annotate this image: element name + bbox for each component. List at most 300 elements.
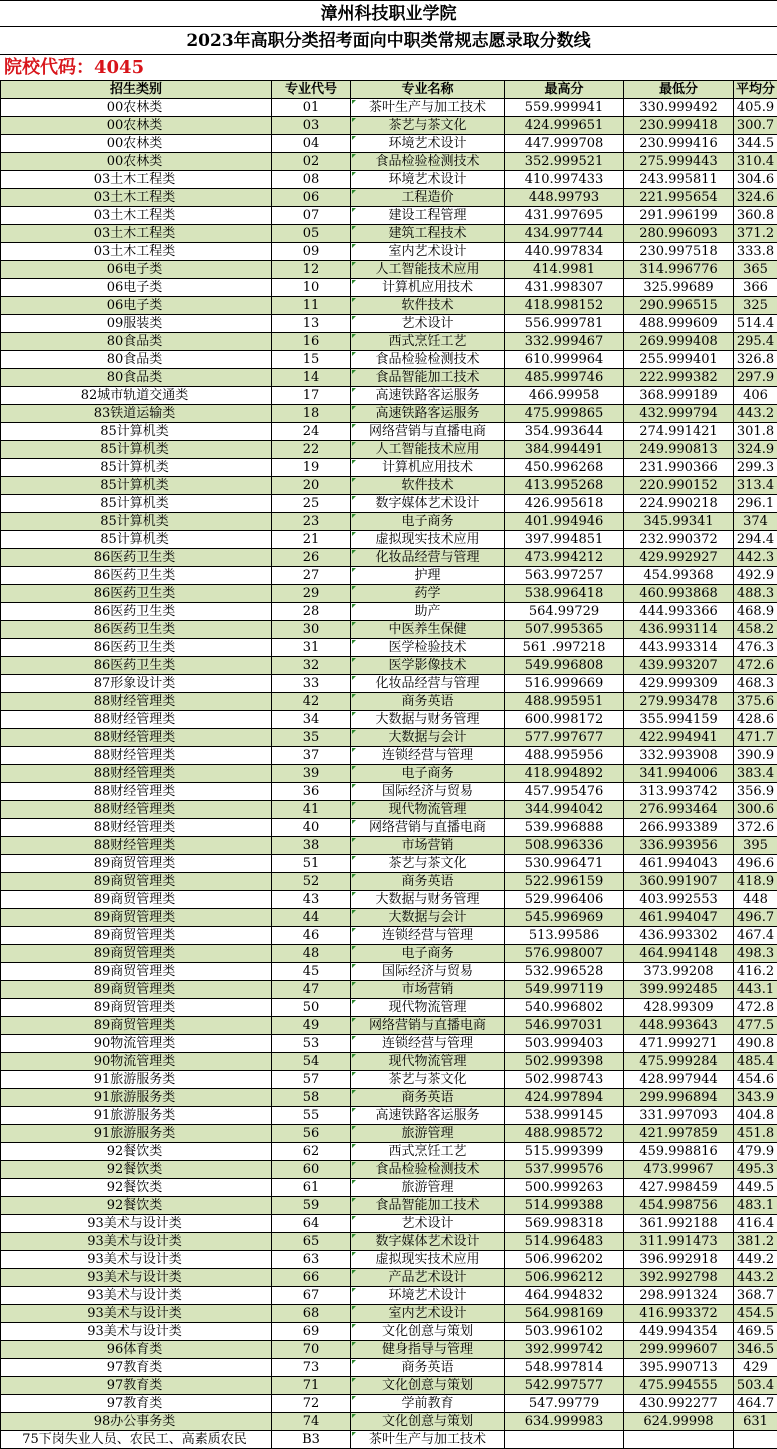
- major-code-cell: 05: [272, 225, 351, 243]
- min-score-cell: 436.993114: [624, 621, 734, 639]
- avg-score-cell: 454.6: [734, 1071, 777, 1089]
- max-score-cell: 522.996159: [505, 873, 624, 891]
- major-code-cell: 67: [272, 1287, 351, 1305]
- min-score-cell: 336.993956: [624, 837, 734, 855]
- table-row: [1, 387, 777, 405]
- min-score-cell: 444.993366: [624, 603, 734, 621]
- max-score-cell: 545.996969: [505, 909, 624, 927]
- table-row: [1, 567, 777, 585]
- col-header-category: 招生类别: [1, 81, 272, 99]
- major-name-cell: 室内艺术设计: [351, 243, 505, 261]
- max-score-cell: 564.99729: [505, 603, 624, 621]
- avg-score-cell: 442.3: [734, 549, 777, 567]
- max-score-cell: 549.997119: [505, 981, 624, 999]
- avg-score-cell: 324.9: [734, 441, 777, 459]
- avg-score-cell: 294.4: [734, 531, 777, 549]
- max-score-cell: 354.993644: [505, 423, 624, 441]
- category-cell: 86医药卫生类: [1, 621, 272, 639]
- max-score-cell: 529.996406: [505, 891, 624, 909]
- max-score-cell: 564.998169: [505, 1305, 624, 1323]
- max-score-cell: 530.996471: [505, 855, 624, 873]
- max-score-cell: 600.998172: [505, 711, 624, 729]
- major-code-cell: 02: [272, 153, 351, 171]
- major-name-cell: 食品检验检测技术: [351, 1161, 505, 1179]
- min-score-cell: 475.994555: [624, 1377, 734, 1395]
- category-cell: 80食品类: [1, 351, 272, 369]
- min-score-cell: 230.999418: [624, 117, 734, 135]
- max-score-cell: 475.999865: [505, 405, 624, 423]
- table-row: [1, 909, 777, 927]
- min-score-cell: 448.993643: [624, 1017, 734, 1035]
- avg-score-cell: 375.6: [734, 693, 777, 711]
- category-cell: 85计算机类: [1, 459, 272, 477]
- major-name-cell: 商务英语: [351, 693, 505, 711]
- table-row: [1, 153, 777, 171]
- max-score-cell: 434.997744: [505, 225, 624, 243]
- major-name-cell: 茶艺与茶文化: [351, 117, 505, 135]
- min-score-cell: 473.99967: [624, 1161, 734, 1179]
- major-code-cell: 07: [272, 207, 351, 225]
- major-code-cell: 20: [272, 477, 351, 495]
- major-code-cell: 63: [272, 1251, 351, 1269]
- max-score-cell: 413.995268: [505, 477, 624, 495]
- avg-score-cell: 485.4: [734, 1053, 777, 1071]
- category-cell: 91旅游服务类: [1, 1107, 272, 1125]
- avg-score-cell: 479.9: [734, 1143, 777, 1161]
- min-score-cell: 221.995654: [624, 189, 734, 207]
- category-cell: 91旅游服务类: [1, 1089, 272, 1107]
- max-score-cell: 332.999467: [505, 333, 624, 351]
- avg-score-cell: 395: [734, 837, 777, 855]
- major-name-cell: 工程造价: [351, 189, 505, 207]
- table-row: [1, 747, 777, 765]
- category-cell: 83铁道运输类: [1, 405, 272, 423]
- max-score-cell: 464.994832: [505, 1287, 624, 1305]
- min-score-cell: 461.994043: [624, 855, 734, 873]
- major-code-cell: 50: [272, 999, 351, 1017]
- min-score-cell: 459.998816: [624, 1143, 734, 1161]
- score-table: [0, 80, 777, 1449]
- min-score-cell: 280.996093: [624, 225, 734, 243]
- major-code-cell: 15: [272, 351, 351, 369]
- table-row: [1, 369, 777, 387]
- major-code-cell: 36: [272, 783, 351, 801]
- category-cell: 97教育类: [1, 1377, 272, 1395]
- category-cell: 93美术与设计类: [1, 1287, 272, 1305]
- major-code-cell: 47: [272, 981, 351, 999]
- max-score-cell: 549.996808: [505, 657, 624, 675]
- category-cell: 87形象设计类: [1, 675, 272, 693]
- max-score-cell: 431.997695: [505, 207, 624, 225]
- max-score-cell: 500.999263: [505, 1179, 624, 1197]
- min-score-cell: 325.99689: [624, 279, 734, 297]
- max-score-cell: 488.995951: [505, 693, 624, 711]
- category-cell: 85计算机类: [1, 513, 272, 531]
- avg-score-cell: 300.6: [734, 801, 777, 819]
- category-cell: 06电子类: [1, 279, 272, 297]
- avg-score-cell: 448: [734, 891, 777, 909]
- major-name-cell: 茶叶生产与加工技术: [351, 1431, 505, 1449]
- col-header-min-score: 最低分: [624, 81, 734, 99]
- table-row: [1, 621, 777, 639]
- major-code-cell: 62: [272, 1143, 351, 1161]
- major-code-cell: 16: [272, 333, 351, 351]
- major-code-cell: 37: [272, 747, 351, 765]
- min-score-cell: 443.993314: [624, 639, 734, 657]
- category-cell: 03土木工程类: [1, 189, 272, 207]
- major-name-cell: 虚拟现实技术应用: [351, 1251, 505, 1269]
- major-code-cell: 57: [272, 1071, 351, 1089]
- category-cell: 86医药卫生类: [1, 585, 272, 603]
- category-cell: 89商贸管理类: [1, 927, 272, 945]
- min-score-cell: 488.999609: [624, 315, 734, 333]
- category-cell: 90物流管理类: [1, 1053, 272, 1071]
- avg-score-cell: 464.7: [734, 1395, 777, 1413]
- table-row: [1, 315, 777, 333]
- avg-score-cell: 390.9: [734, 747, 777, 765]
- min-score-cell: 360.991907: [624, 873, 734, 891]
- table-row: [1, 1323, 777, 1341]
- avg-score-cell: 472.8: [734, 999, 777, 1017]
- major-name-cell: 大数据与财务管理: [351, 891, 505, 909]
- min-score-cell: 429.999309: [624, 675, 734, 693]
- major-code-cell: 58: [272, 1089, 351, 1107]
- table-row: [1, 1431, 777, 1449]
- category-cell: 85计算机类: [1, 477, 272, 495]
- major-code-cell: 12: [272, 261, 351, 279]
- major-name-cell: 艺术设计: [351, 315, 505, 333]
- min-score-cell: [624, 1431, 734, 1449]
- avg-score-cell: 496.6: [734, 855, 777, 873]
- min-score-cell: 274.991421: [624, 423, 734, 441]
- avg-score-cell: 498.3: [734, 945, 777, 963]
- major-name-cell: 现代物流管理: [351, 999, 505, 1017]
- major-name-cell: 连锁经营与管理: [351, 1035, 505, 1053]
- col-header-major-name: 专业名称: [351, 81, 505, 99]
- major-name-cell: 旅游管理: [351, 1125, 505, 1143]
- min-score-cell: 428.99309: [624, 999, 734, 1017]
- category-cell: 92餐饮类: [1, 1179, 272, 1197]
- table-row: [1, 1215, 777, 1233]
- min-score-cell: 230.999416: [624, 135, 734, 153]
- avg-score-cell: 490.8: [734, 1035, 777, 1053]
- major-code-cell: 53: [272, 1035, 351, 1053]
- table-row: [1, 1377, 777, 1395]
- major-name-cell: 高速铁路客运服务: [351, 387, 505, 405]
- major-name-cell: 国际经济与贸易: [351, 783, 505, 801]
- avg-score-cell: 503.4: [734, 1377, 777, 1395]
- min-score-cell: 331.997093: [624, 1107, 734, 1125]
- category-cell: 80食品类: [1, 369, 272, 387]
- major-code-cell: 72: [272, 1395, 351, 1413]
- table-row: [1, 1413, 777, 1431]
- avg-score-cell: 356.9: [734, 783, 777, 801]
- min-score-cell: 275.999443: [624, 153, 734, 171]
- major-code-cell: 13: [272, 315, 351, 333]
- min-score-cell: 249.990813: [624, 441, 734, 459]
- max-score-cell: 426.995618: [505, 495, 624, 513]
- category-cell: 89商贸管理类: [1, 999, 272, 1017]
- min-score-cell: 392.992798: [624, 1269, 734, 1287]
- table-row: [1, 441, 777, 459]
- major-code-cell: 31: [272, 639, 351, 657]
- max-score-cell: 450.996268: [505, 459, 624, 477]
- min-score-cell: 276.993464: [624, 801, 734, 819]
- major-name-cell: 商务英语: [351, 1089, 505, 1107]
- major-code-cell: 32: [272, 657, 351, 675]
- major-name-cell: 网络营销与直播电商: [351, 423, 505, 441]
- category-cell: 03土木工程类: [1, 243, 272, 261]
- school-title: 漳州科技职业学院: [0, 0, 777, 27]
- major-name-cell: 环境艺术设计: [351, 171, 505, 189]
- major-code-cell: 17: [272, 387, 351, 405]
- major-code-cell: 10: [272, 279, 351, 297]
- max-score-cell: 514.999388: [505, 1197, 624, 1215]
- avg-score-cell: 472.6: [734, 657, 777, 675]
- avg-score-cell: 383.4: [734, 765, 777, 783]
- min-score-cell: 355.994159: [624, 711, 734, 729]
- table-row: [1, 765, 777, 783]
- table-row: [1, 1017, 777, 1035]
- avg-score-cell: 469.5: [734, 1323, 777, 1341]
- table-row: [1, 279, 777, 297]
- avg-score-cell: 488.3: [734, 585, 777, 603]
- major-code-cell: 25: [272, 495, 351, 513]
- min-score-cell: 430.992277: [624, 1395, 734, 1413]
- avg-score-cell: 443.2: [734, 1269, 777, 1287]
- major-code-cell: 55: [272, 1107, 351, 1125]
- min-score-cell: 429.992927: [624, 549, 734, 567]
- max-score-cell: 569.998318: [505, 1215, 624, 1233]
- category-cell: 93美术与设计类: [1, 1269, 272, 1287]
- category-cell: 82城市轨道交通类: [1, 387, 272, 405]
- category-cell: 00农林类: [1, 135, 272, 153]
- table-row: [1, 1107, 777, 1125]
- avg-score-cell: 631: [734, 1413, 777, 1431]
- max-score-cell: 506.996202: [505, 1251, 624, 1269]
- table-row: [1, 693, 777, 711]
- major-name-cell: 连锁经营与管理: [351, 927, 505, 945]
- category-cell: 89商贸管理类: [1, 855, 272, 873]
- min-score-cell: 231.990366: [624, 459, 734, 477]
- major-code-cell: 03: [272, 117, 351, 135]
- min-score-cell: 461.994047: [624, 909, 734, 927]
- avg-score-cell: 428.6: [734, 711, 777, 729]
- table-row: [1, 1395, 777, 1413]
- category-cell: 97教育类: [1, 1395, 272, 1413]
- max-score-cell: 401.994946: [505, 513, 624, 531]
- max-score-cell: 542.997577: [505, 1377, 624, 1395]
- major-name-cell: 电子商务: [351, 513, 505, 531]
- category-cell: 88财经管理类: [1, 693, 272, 711]
- major-code-cell: 70: [272, 1341, 351, 1359]
- table-row: [1, 1071, 777, 1089]
- min-score-cell: 464.994148: [624, 945, 734, 963]
- table-row: [1, 945, 777, 963]
- max-score-cell: 418.998152: [505, 297, 624, 315]
- table-row: [1, 1053, 777, 1071]
- min-score-cell: 232.990372: [624, 531, 734, 549]
- table-row: [1, 1305, 777, 1323]
- major-name-cell: 食品检验检测技术: [351, 153, 505, 171]
- avg-score-cell: 333.8: [734, 243, 777, 261]
- avg-score-cell: 371.2: [734, 225, 777, 243]
- category-cell: 89商贸管理类: [1, 873, 272, 891]
- table-row: [1, 405, 777, 423]
- avg-score-cell: 514.4: [734, 315, 777, 333]
- major-code-cell: 33: [272, 675, 351, 693]
- max-score-cell: 431.998307: [505, 279, 624, 297]
- avg-score-cell: 299.3: [734, 459, 777, 477]
- category-cell: 86医药卫生类: [1, 603, 272, 621]
- table-row: [1, 297, 777, 315]
- major-code-cell: 09: [272, 243, 351, 261]
- major-name-cell: 医学检验技术: [351, 639, 505, 657]
- major-name-cell: 市场营销: [351, 837, 505, 855]
- table-row: [1, 99, 777, 117]
- avg-score-cell: 365: [734, 261, 777, 279]
- category-cell: 93美术与设计类: [1, 1305, 272, 1323]
- min-score-cell: 313.993742: [624, 783, 734, 801]
- major-name-cell: 现代物流管理: [351, 801, 505, 819]
- category-cell: 90物流管理类: [1, 1035, 272, 1053]
- avg-score-cell: 368.7: [734, 1287, 777, 1305]
- major-name-cell: 市场营销: [351, 981, 505, 999]
- category-cell: 85计算机类: [1, 531, 272, 549]
- major-code-cell: 38: [272, 837, 351, 855]
- avg-score-cell: 483.1: [734, 1197, 777, 1215]
- major-code-cell: 39: [272, 765, 351, 783]
- avg-score-cell: 310.4: [734, 153, 777, 171]
- avg-score-cell: 343.9: [734, 1089, 777, 1107]
- avg-score-cell: 449.5: [734, 1179, 777, 1197]
- major-name-cell: 健身指导与管理: [351, 1341, 505, 1359]
- table-row: [1, 171, 777, 189]
- major-name-cell: 建筑工程技术: [351, 225, 505, 243]
- max-score-cell: 488.998572: [505, 1125, 624, 1143]
- avg-score-cell: 300.7: [734, 117, 777, 135]
- avg-score-cell: 418.9: [734, 873, 777, 891]
- category-cell: 89商贸管理类: [1, 909, 272, 927]
- min-score-cell: 361.992188: [624, 1215, 734, 1233]
- avg-score-cell: 416.2: [734, 963, 777, 981]
- category-cell: 00农林类: [1, 99, 272, 117]
- avg-score-cell: 374: [734, 513, 777, 531]
- avg-score-cell: [734, 1431, 777, 1449]
- category-cell: 09服装类: [1, 315, 272, 333]
- major-code-cell: 66: [272, 1269, 351, 1287]
- min-score-cell: 330.999492: [624, 99, 734, 117]
- col-header-max-score: 最高分: [505, 81, 624, 99]
- major-code-cell: 29: [272, 585, 351, 603]
- max-score-cell: 466.99958: [505, 387, 624, 405]
- table-row: [1, 1287, 777, 1305]
- avg-score-cell: 449.2: [734, 1251, 777, 1269]
- major-code-cell: 35: [272, 729, 351, 747]
- major-name-cell: 大数据与会计: [351, 909, 505, 927]
- major-code-cell: 73: [272, 1359, 351, 1377]
- major-code-cell: 06: [272, 189, 351, 207]
- table-row: [1, 675, 777, 693]
- major-code-cell: 21: [272, 531, 351, 549]
- min-score-cell: 399.992485: [624, 981, 734, 999]
- major-code-cell: 11: [272, 297, 351, 315]
- table-row: [1, 333, 777, 351]
- max-score-cell: [505, 1431, 624, 1449]
- major-code-cell: 23: [272, 513, 351, 531]
- table-row: [1, 1341, 777, 1359]
- major-name-cell: 软件技术: [351, 477, 505, 495]
- min-score-cell: 291.996199: [624, 207, 734, 225]
- major-code-cell: 64: [272, 1215, 351, 1233]
- major-name-cell: 文化创意与策划: [351, 1323, 505, 1341]
- avg-score-cell: 471.7: [734, 729, 777, 747]
- max-score-cell: 546.997031: [505, 1017, 624, 1035]
- category-cell: 06电子类: [1, 297, 272, 315]
- max-score-cell: 392.999742: [505, 1341, 624, 1359]
- major-name-cell: 艺术设计: [351, 1215, 505, 1233]
- major-name-cell: 高速铁路客运服务: [351, 405, 505, 423]
- avg-score-cell: 458.2: [734, 621, 777, 639]
- major-code-cell: 43: [272, 891, 351, 909]
- table-row: [1, 963, 777, 981]
- category-cell: 06电子类: [1, 261, 272, 279]
- major-name-cell: 人工智能技术应用: [351, 441, 505, 459]
- max-score-cell: 488.995956: [505, 747, 624, 765]
- max-score-cell: 539.996888: [505, 819, 624, 837]
- category-cell: 80食品类: [1, 333, 272, 351]
- category-cell: 86医药卫生类: [1, 657, 272, 675]
- min-score-cell: 220.990152: [624, 477, 734, 495]
- category-cell: 85计算机类: [1, 441, 272, 459]
- min-score-cell: 290.996515: [624, 297, 734, 315]
- major-name-cell: 食品智能加工技术: [351, 369, 505, 387]
- table-row: [1, 495, 777, 513]
- major-name-cell: 软件技术: [351, 297, 505, 315]
- category-cell: 88财经管理类: [1, 747, 272, 765]
- major-name-cell: 电子商务: [351, 945, 505, 963]
- category-cell: 91旅游服务类: [1, 1071, 272, 1089]
- max-score-cell: 506.996212: [505, 1269, 624, 1287]
- major-name-cell: 化妆品经营与管理: [351, 675, 505, 693]
- min-score-cell: 311.991473: [624, 1233, 734, 1251]
- category-cell: 89商贸管理类: [1, 963, 272, 981]
- category-cell: 88财经管理类: [1, 711, 272, 729]
- avg-score-cell: 304.6: [734, 171, 777, 189]
- avg-score-cell: 301.8: [734, 423, 777, 441]
- min-score-cell: 332.993908: [624, 747, 734, 765]
- category-cell: 97教育类: [1, 1359, 272, 1377]
- major-code-cell: 08: [272, 171, 351, 189]
- major-code-cell: 59: [272, 1197, 351, 1215]
- table-row: [1, 819, 777, 837]
- category-cell: 03土木工程类: [1, 207, 272, 225]
- avg-score-cell: 451.8: [734, 1125, 777, 1143]
- table-row: [1, 549, 777, 567]
- category-cell: 88财经管理类: [1, 729, 272, 747]
- max-score-cell: 548.997814: [505, 1359, 624, 1377]
- table-row: [1, 657, 777, 675]
- major-name-cell: 虚拟现实技术应用: [351, 531, 505, 549]
- category-cell: 86医药卫生类: [1, 639, 272, 657]
- max-score-cell: 418.994892: [505, 765, 624, 783]
- major-code-cell: B3: [272, 1431, 351, 1449]
- min-score-cell: 243.995811: [624, 171, 734, 189]
- major-code-cell: 54: [272, 1053, 351, 1071]
- major-code-cell: 42: [272, 693, 351, 711]
- max-score-cell: 503.996102: [505, 1323, 624, 1341]
- major-code-cell: 49: [272, 1017, 351, 1035]
